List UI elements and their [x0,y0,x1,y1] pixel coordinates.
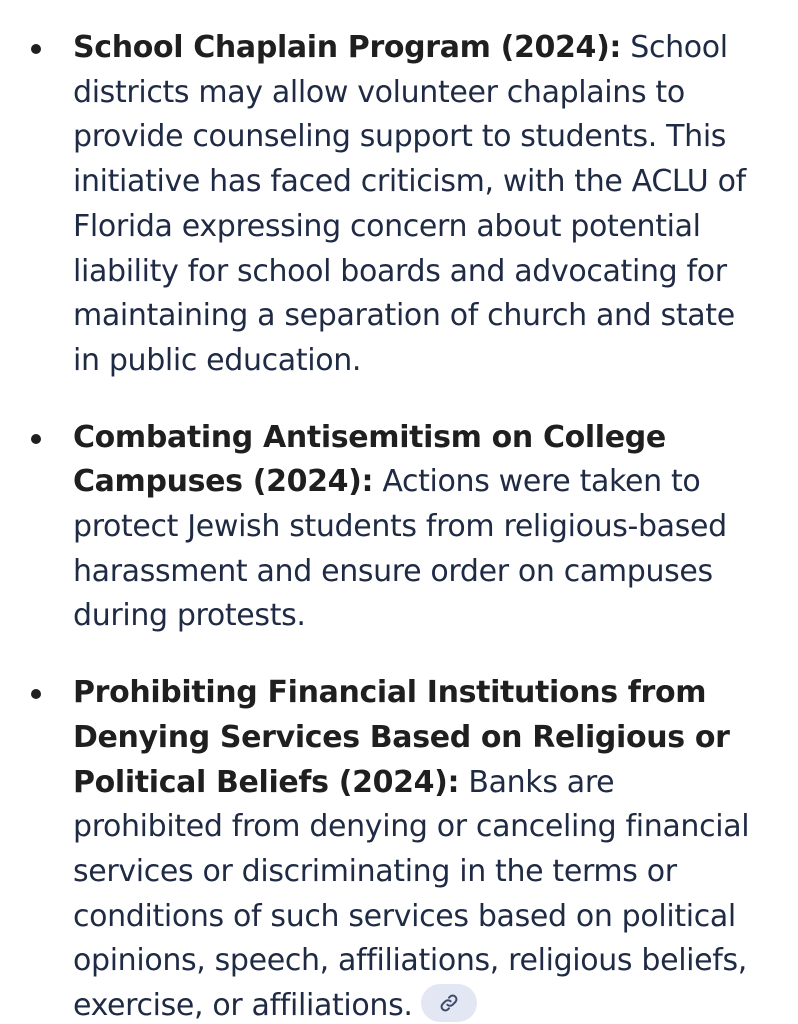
bullet-dot [31,434,41,444]
list-item [0,671,798,1024]
bullet-dot [31,44,41,54]
bullet-dot [31,689,41,699]
link-icon [439,993,459,1013]
item-title: Combating Antisemitism on College Campuses (2024): [73,419,666,500]
item-description: School districts may allow volunteer chaplains to provide counseling support to students. This initiative has faced criticism, with the ACLU of Florida expressing concern about potential liability for school boards and advocating for maintaining a separation of church and state in public education. [73,30,746,378]
item-description: Actions were taken to protect Jewish students from religious-based harassment and ensure order on campuses during protests. [73,464,727,634]
source-link-chip[interactable] [421,984,477,1022]
list-item [0,26,798,384]
item-title: Prohibiting Financial Institutions from Denying Services Based on Religious or Political Beliefs (2024): [73,675,730,800]
item-description: Banks are prohibited from denying or canceling financial services or discriminating in the terms or conditions of such services based on political opinions, speech, affiliations, religious beliefs, exercise, or affiliations. [73,764,750,1024]
list-item [0,416,798,640]
item-title: School Chaplain Program (2024): [73,30,622,65]
